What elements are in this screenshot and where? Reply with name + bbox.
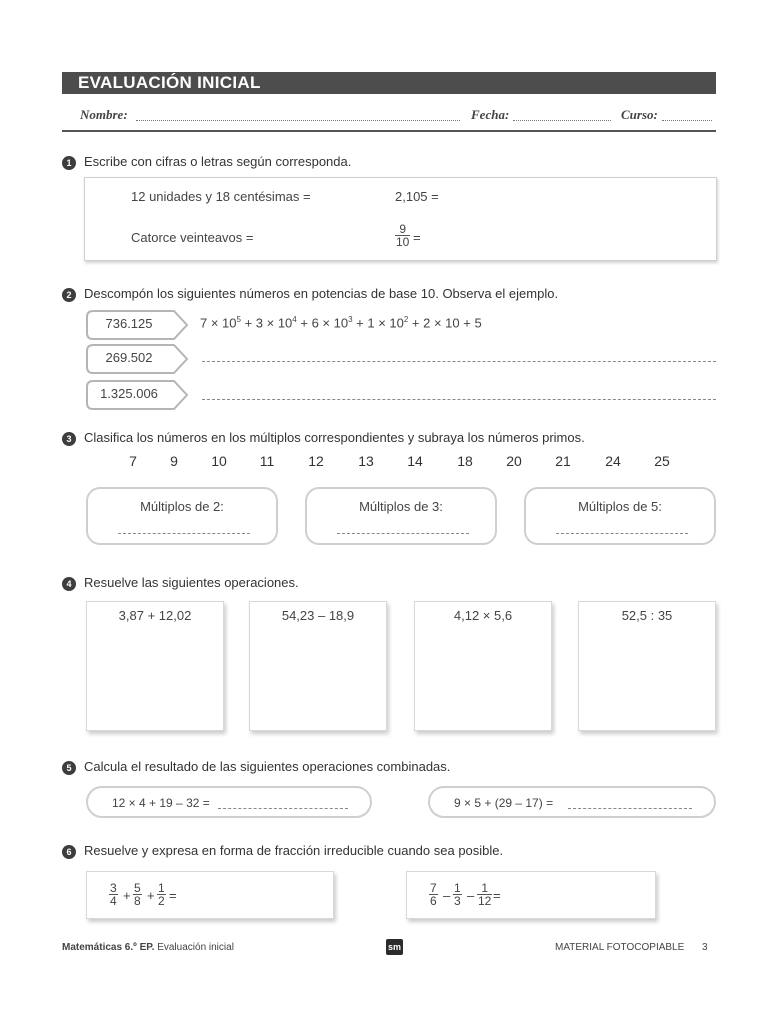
operator: – — [443, 888, 451, 903]
q3-number-list — [0, 453, 768, 473]
fraction-a: $\frac{3}{4}$ — [110, 881, 117, 908]
footer-section: Evaluación inicial — [157, 942, 234, 953]
question-1-box — [84, 177, 717, 261]
footer-book-title: Matemáticas 6.º EP. — [62, 942, 155, 953]
question-2-badge: 2 — [62, 288, 76, 302]
multiples-of-3-answer-line[interactable] — [337, 533, 469, 534]
q3-number[interactable]: 21 — [555, 453, 571, 469]
fraction-denominator: 10 — [396, 235, 410, 249]
fraction-numerator: 9 — [399, 222, 407, 236]
equals-sign: = — [169, 888, 177, 903]
fraction-c: $\frac{1}{12}$ — [478, 881, 492, 908]
operation-box-1[interactable] — [86, 601, 224, 731]
q2-number-1: 736.125 — [105, 316, 153, 331]
question-2-prompt: Descompón los siguientes números en potencias de base 10. Observa el ejemplo. — [84, 286, 559, 301]
operation-box-3[interactable] — [414, 601, 552, 731]
multiples-of-2-box — [86, 487, 278, 545]
operator: – — [467, 888, 475, 903]
q3-number[interactable]: 11 — [259, 453, 275, 469]
question-5-prompt: Calcula el resultado de las siguientes operaciones combinadas. — [84, 759, 451, 774]
q1-item-1: 12 unidades y 18 centésimas = — [131, 189, 311, 204]
footer-book — [62, 942, 234, 953]
q2-answer-line-3[interactable] — [202, 399, 716, 400]
q1-item-3: Catorce veinteavos = — [131, 230, 254, 245]
student-info-row — [62, 105, 716, 125]
multiples-of-2-answer-line[interactable] — [118, 533, 250, 534]
question-5-badge: 5 — [62, 761, 76, 775]
question-1-prompt: Escribe con cifras o letras según corresponda. — [84, 154, 352, 169]
fraction-b: $\frac{1}{3}$ — [454, 881, 461, 908]
q2-number-2: 269.502 — [105, 350, 153, 365]
question-1-badge: 1 — [62, 156, 76, 170]
question-3-badge: 3 — [62, 432, 76, 446]
header-divider — [62, 130, 716, 132]
multiples-of-3-label: Múltiplos de 3: — [359, 499, 443, 514]
multiples-of-5-label: Múltiplos de 5: — [578, 499, 662, 514]
fraction-exercise-1-box[interactable] — [86, 871, 334, 919]
fraction-b: $\frac{5}{8}$ — [134, 881, 141, 908]
question-6-prompt: Resuelve y expresa en forma de fracción irreducible cuando sea posible. — [84, 843, 504, 858]
nombre-label: Nombre: — [80, 107, 128, 122]
q3-number[interactable]: 18 — [457, 453, 473, 469]
q1-item-4-fraction — [395, 223, 410, 248]
fraction-c: $\frac{1}{2}$ — [158, 881, 165, 908]
q3-number[interactable]: 24 — [605, 453, 621, 469]
combined-operation-1-answer-line[interactable] — [218, 808, 348, 809]
q3-number[interactable]: 12 — [308, 453, 324, 469]
page-number: 3 — [702, 942, 708, 953]
operation-box-4[interactable] — [578, 601, 716, 731]
page-title: EVALUACIÓN INICIAL — [78, 73, 261, 92]
fecha-label: Fecha: — [471, 107, 510, 122]
operation-2: 54,23 – 18,9 — [281, 608, 355, 623]
combined-operation-2-box — [428, 786, 716, 818]
multiples-of-2-label: Múltiplos de 2: — [140, 499, 224, 514]
q3-number[interactable]: 9 — [170, 453, 178, 469]
multiples-of-5-answer-line[interactable] — [556, 533, 688, 534]
fecha-field[interactable] — [513, 120, 611, 121]
multiples-of-5-box — [524, 487, 716, 545]
operation-3: 4,12 × 5,6 — [453, 608, 513, 623]
operator: + — [147, 888, 155, 903]
question-4-prompt: Resuelve las siguientes operaciones. — [84, 575, 299, 590]
q3-number[interactable]: 13 — [358, 453, 374, 469]
header-bar — [62, 72, 716, 94]
q3-number[interactable]: 14 — [407, 453, 423, 469]
q2-number-3: 1.325.006 — [100, 386, 158, 401]
footer-material: MATERIAL FOTOCOPIABLE — [555, 942, 685, 953]
curso-field[interactable] — [662, 120, 712, 121]
curso-label: Curso: — [621, 107, 658, 122]
combined-operation-2-answer-line[interactable] — [568, 808, 692, 809]
combined-operation-1-box — [86, 786, 372, 818]
q2-example: $7 \times 10^5 + 3 \times 10^4 + 6 \times 10^3 + 1 \times 10^2 + 2 \times 10 + 5$ — [200, 315, 482, 331]
question-3-prompt: Clasifica los números en los múltiplos correspondientes y subraya los números primos. — [84, 430, 585, 445]
multiples-of-3-box — [305, 487, 497, 545]
publisher-logo: sm — [386, 939, 403, 955]
q1-item-2: 2,105 = — [395, 189, 439, 204]
q1-item-4-equals: = — [413, 230, 421, 245]
equals-sign: = — [493, 888, 501, 903]
q3-number[interactable]: 10 — [211, 453, 227, 469]
fraction-exercise-2-box[interactable] — [406, 871, 656, 919]
q3-number[interactable]: 20 — [506, 453, 522, 469]
operation-box-2[interactable] — [249, 601, 387, 731]
q2-answer-line-2[interactable] — [202, 361, 716, 362]
nombre-field[interactable] — [136, 120, 460, 121]
combined-operation-2: 9 × 5 + (29 – 17) = — [454, 796, 554, 810]
question-4-badge: 4 — [62, 577, 76, 591]
operation-4: 52,5 : 35 — [621, 608, 673, 623]
operation-1: 3,87 + 12,02 — [118, 608, 192, 623]
q3-number[interactable]: 25 — [654, 453, 670, 469]
combined-operation-1: 12 × 4 + 19 – 32 = — [112, 796, 210, 810]
operator: + — [123, 888, 131, 903]
question-6-badge: 6 — [62, 845, 76, 859]
fraction-a: $\frac{7}{6}$ — [430, 881, 437, 908]
q3-number[interactable]: 7 — [129, 453, 137, 469]
